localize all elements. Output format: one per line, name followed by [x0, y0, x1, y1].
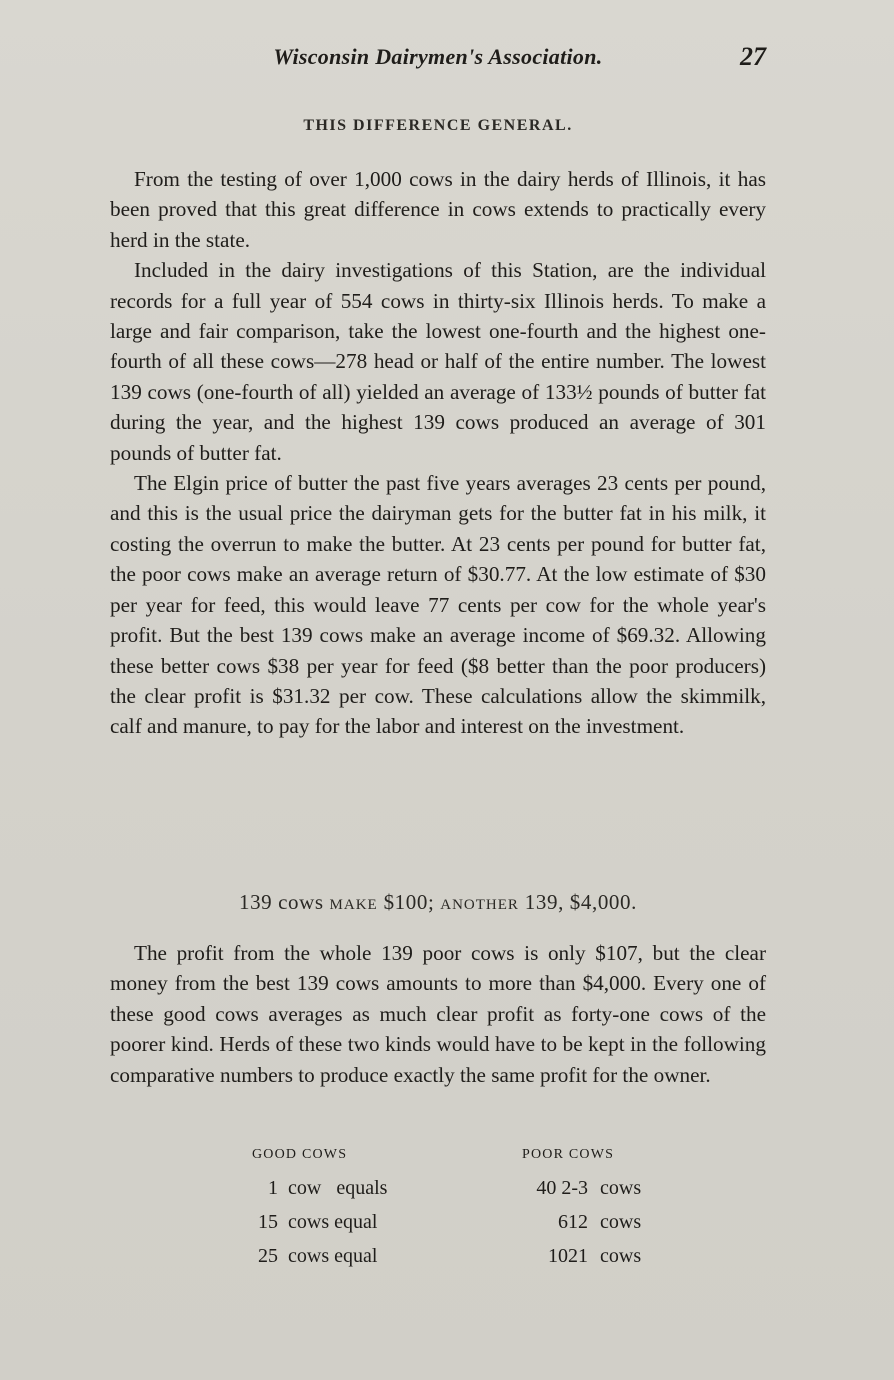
poor-label: cows: [600, 1245, 642, 1267]
table-header-row: [230, 1147, 650, 1177]
poor-label: cows: [600, 1177, 642, 1199]
section-heading-cows-profit: [110, 890, 766, 915]
good-count: 1: [268, 1177, 278, 1199]
heading-part: $100;: [377, 890, 441, 914]
table-row: [230, 1245, 650, 1279]
heading-part-smallcaps: ANOTHER: [440, 897, 519, 913]
paragraph-investigations: Included in the dairy investigations of this Station, are the individual records for a full year of 554 cows in thirty-six Illinois herds. To make a large and fair comparison, take the lowest one-fourth and the highest one-fourth of all these cows—278 head or half of the entire number. The lowest 139 cows (one-fourth of all) yielded an average of 133½ pounds of butter fat during the year, and the highest 139 cows produced an average of 301 pounds of butter fat.: [110, 258, 766, 465]
paragraph-profit: The profit from the whole 139 poor cows is only $107, but the clear money from the best 139 cows amounts to more than $4,000. Every one of these good cows averages as much clear profit as forty-one cows of the poorer kind. Herds of these two kinds would have to be kept in the following comparative numbers to produce exactly the same profit for the owner.: [110, 941, 766, 1087]
good-label: cows equal: [288, 1245, 378, 1267]
section-body-difference-general: [110, 164, 766, 742]
running-title: Wisconsin Dairymen's Association.: [273, 44, 603, 69]
poor-cows-header: POOR COWS: [522, 1147, 615, 1162]
table-row: [230, 1177, 650, 1211]
heading-part-smallcaps: MAKE: [329, 897, 378, 913]
paragraph-testing: From the testing of over 1,000 cows in the dairy herds of Illinois, it has been proved that this great difference in cows extends to practically every herd in the state.: [110, 167, 766, 252]
paragraph-elgin-price: The Elgin price of butter the past five years averages 23 cents per pound, and this is the usual price the dairyman gets for the butter fat in his milk, it costing the overrun to make the butter. At 23 cents per pound for butter fat, the poor cows make an average return of $30.77. At the low estimate of $30 per year for feed, this would leave 77 cents per cow for the whole year's profit. But the best 139 cows make an average income of $69.32. Allowing these better cows $38 per year for feed ($8 better than the poor producers) the clear profit is $31.32 per cow. These calculations allow the skimmilk, calf and manure, to pay for the labor and interest on the investment.: [110, 471, 766, 739]
poor-count: 1021: [548, 1245, 588, 1267]
page-number: 27: [740, 42, 766, 71]
section-body-cows-profit: [110, 938, 766, 1090]
good-count: 25: [258, 1245, 278, 1267]
comparison-table: [230, 1147, 650, 1279]
good-cows-header: GOOD COWS: [252, 1147, 348, 1162]
section-heading-difference-general: THIS DIFFERENCE GENERAL.: [303, 117, 573, 134]
good-label: cow equals: [288, 1177, 388, 1199]
table-row: [230, 1211, 650, 1245]
good-count: 15: [258, 1211, 278, 1233]
poor-count: 612: [558, 1211, 588, 1233]
heading-part: 139, $4,000.: [518, 890, 637, 914]
heading-part: 139 cows: [238, 890, 330, 914]
poor-label: cows: [600, 1211, 642, 1233]
poor-count: 40 2-3: [536, 1177, 588, 1199]
running-header: [110, 44, 766, 78]
good-label: cows equal: [288, 1211, 378, 1233]
